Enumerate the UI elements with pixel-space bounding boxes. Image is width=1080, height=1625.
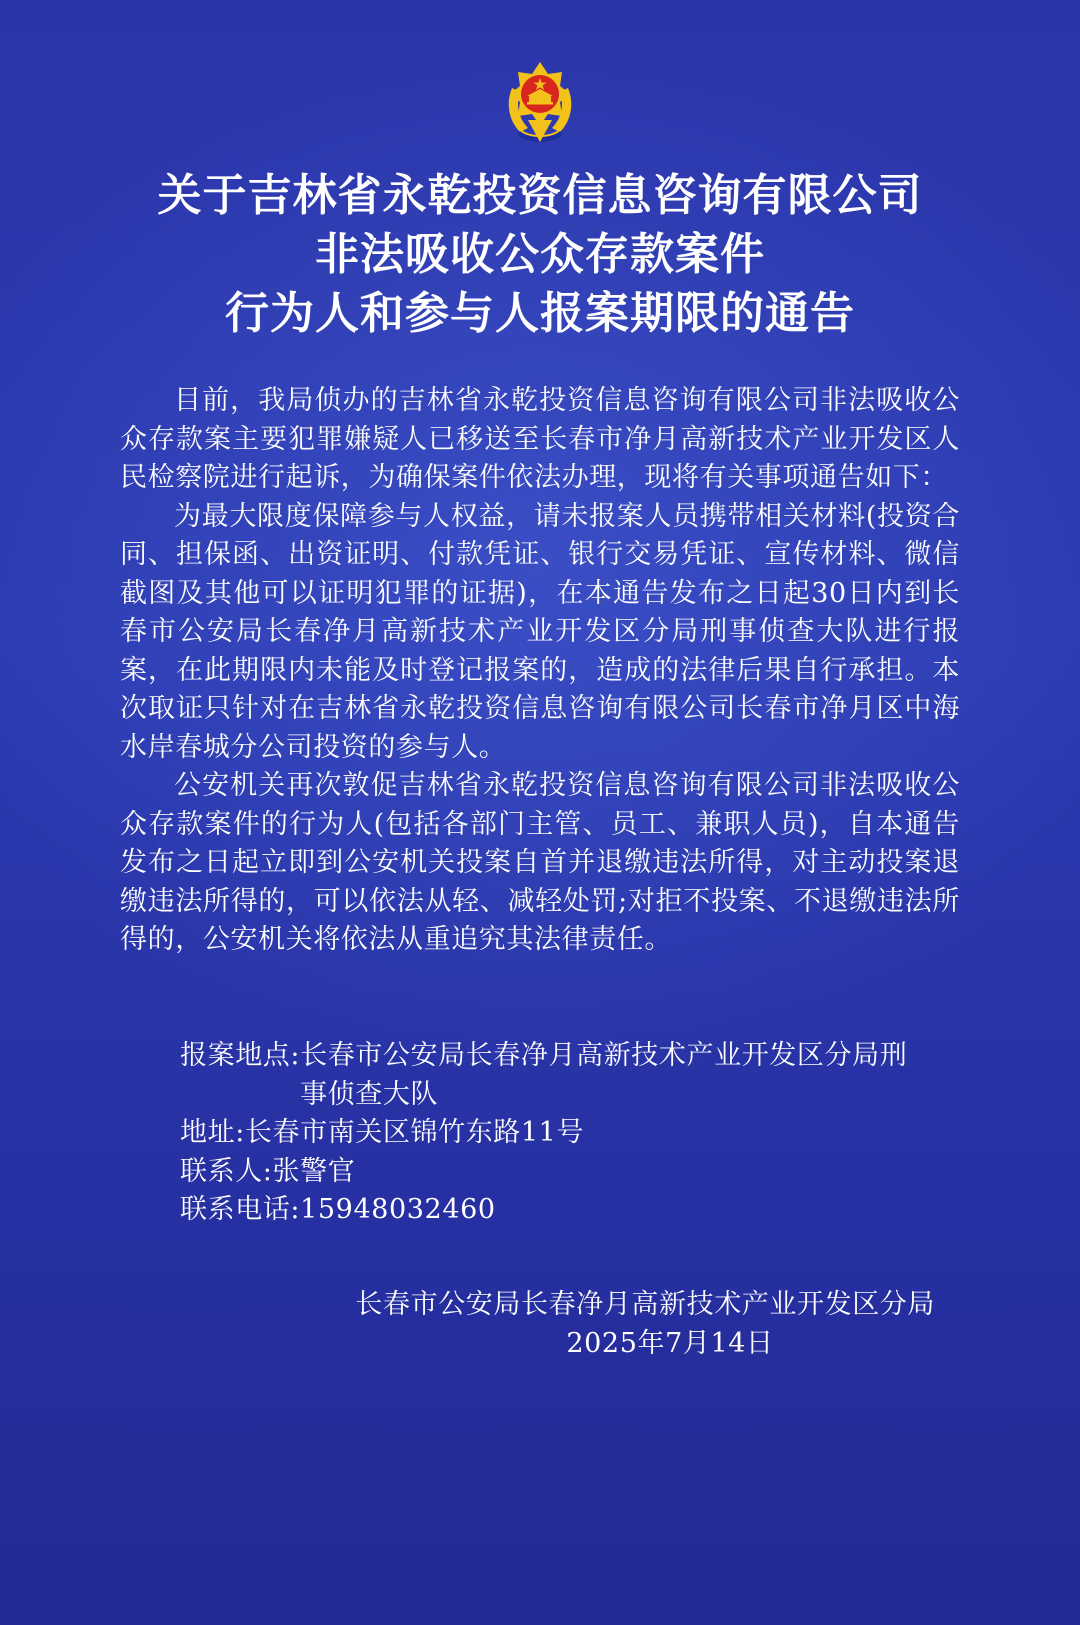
contact-phone-row [180, 1191, 920, 1230]
issuing-organization: 长春市公安局长春净月高新技术产业开发区分局 [355, 1289, 935, 1320]
contact-person-row [180, 1153, 920, 1192]
contact-person-label: 联系人: [180, 1155, 273, 1187]
body-paragraph-2: 为最大限度保障参与人权益，请未报案人员携带相关材料(投资合同、担保函、出资证明、付款凭证、银行交易凭证、宣传材料、微信截图及其他可以证明犯罪的证据)，在本通告发布之日起30日内到长春市公安局长春净月高新技术产业开发区分局刑事侦查大队进行报案，在此期限内未能及时登记报案的，造成的法律后果自行承担。本次取证只针对在吉林省永乾投资信息咨询有限公司长春市净月区中海水岸春城分公司投资的参与人。 [120, 500, 960, 763]
notice-title [40, 166, 1040, 343]
address-value: 长春市南关区锦竹东路11号 [244, 1117, 585, 1148]
body-paragraph-3: 公安机关再次敦促吉林省永乾投资信息咨询有限公司非法吸收公众存款案件的行为人(包括各部门主管、员工、兼职人员)，自本通告发布之日起立即到公安机关投案自首并退缴违法所得，对主动投案退缴违法所得的，可以依法从轻、减轻处罚;对拒不投案、不退缴违法所得的，公安机关将依法从重追究其法律责任。 [120, 770, 960, 955]
issue-date: 2025年7月14日 [566, 1327, 774, 1359]
title-line-2: 非法吸收公众存款案件 [315, 229, 765, 280]
signature-block [315, 1286, 935, 1363]
contact-info [180, 1037, 920, 1230]
title-line-1: 关于吉林省永乾投资信息咨询有限公司 [157, 170, 923, 221]
notice-body [120, 382, 960, 960]
police-emblem-icon [502, 58, 578, 148]
address-label: 地址: [180, 1117, 245, 1148]
report-location-value: 长春市公安局长春净月高新技术产业开发区分局刑事侦查大队 [300, 1040, 908, 1110]
report-location-row [180, 1037, 920, 1114]
title-line-3: 行为人和参与人报案期限的通告 [225, 288, 855, 339]
body-paragraph-1: 目前，我局侦办的吉林省永乾投资信息咨询有限公司非法吸收公众存款案主要犯罪嫌疑人已移送至长春市净月高新技术产业开发区人民检察院进行起诉，为确保案件依法办理，现将有关事项通告如下： [120, 385, 960, 493]
report-location-label: 报案地点: [180, 1040, 301, 1071]
contact-phone-label: 联系电话: [180, 1194, 301, 1225]
contact-phone-value: 15948032460 [300, 1194, 496, 1225]
address-row [180, 1114, 920, 1153]
contact-person-value: 张警官 [272, 1155, 356, 1187]
